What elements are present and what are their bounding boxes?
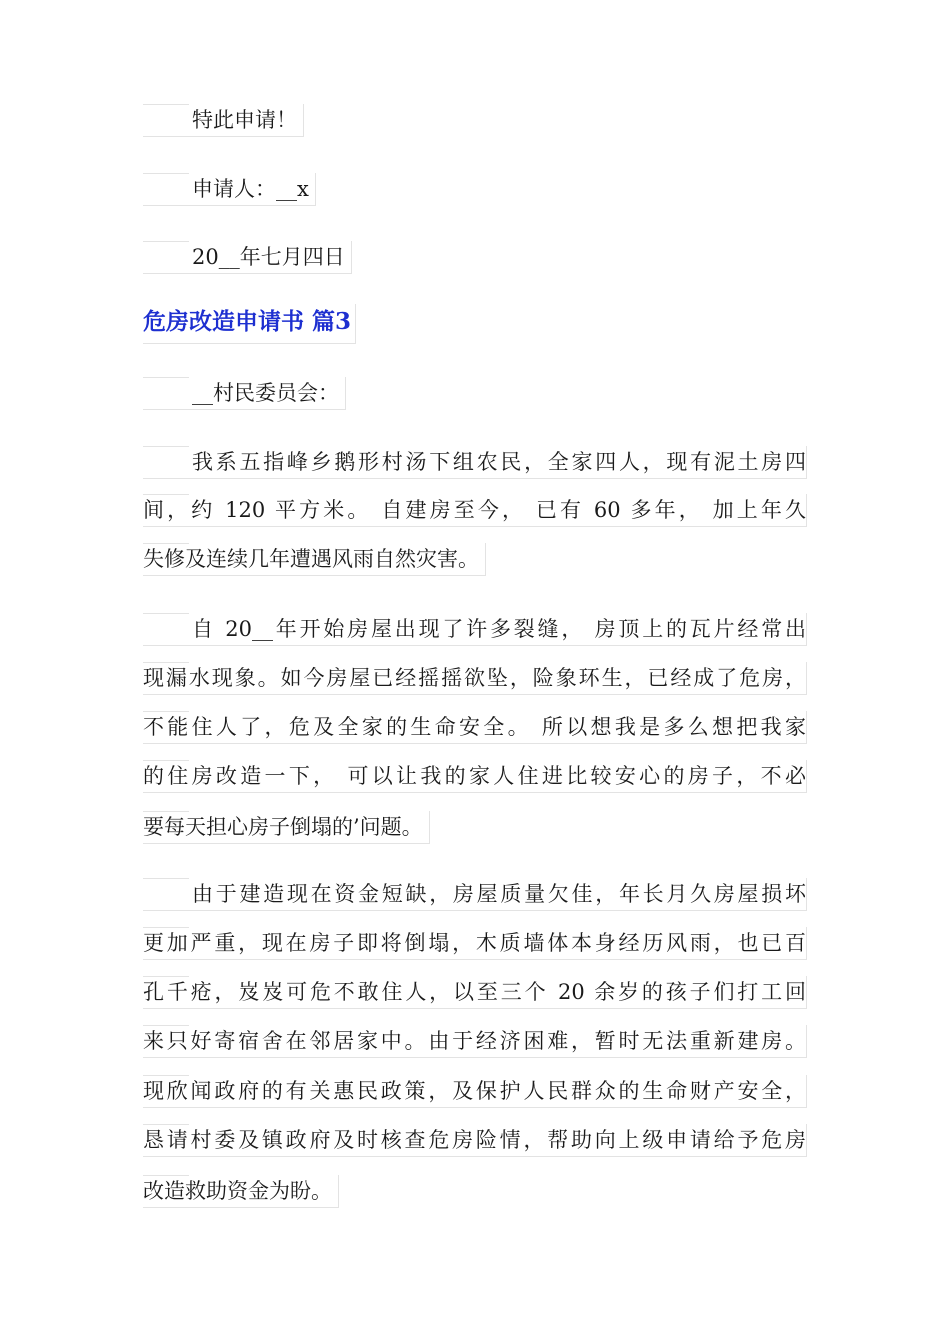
paragraph-3-line-1: 由于建造现在资金短缺，房屋质量欠佳，年长月久房屋损坏 xyxy=(143,878,807,911)
paragraph-1-line-1: 我系五指峰乡鹅形村汤下组农民，全家四人，现有泥土房四 xyxy=(143,446,807,479)
paragraph-2-line-2: 现漏水现象。如今房屋已经摇摇欲坠，险象环生，已经成了危房， xyxy=(143,662,807,695)
paragraph-3-line-3: 孔千疮，岌岌可危不敢住人，以至三个 20 余岁的孩子们打工回 xyxy=(143,976,807,1009)
salutation: __村民委员会： xyxy=(143,377,346,410)
closing-phrase: 特此申请！ xyxy=(143,104,304,137)
paragraph-3-line-5: 现欣闻政府的有关惠民政策，及保护人民群众的生命财产安全， xyxy=(143,1075,807,1108)
paragraph-2-line-5: 要每天担心房子倒塌的’问题。 xyxy=(143,811,430,844)
paragraph-3-line-2: 更加严重，现在房子即将倒塌，木质墙体本身经历风雨，也已百 xyxy=(143,927,807,960)
paragraph-1-line-2: 间，约 120 平方米。 自建房至今， 已有 60 多年， 加上年久 xyxy=(143,494,807,527)
paragraph-2-line-4: 的住房改造一下， 可以让我的家人住进比较安心的房子，不必 xyxy=(143,760,807,793)
paragraph-3-line-6: 恳请村委及镇政府及时核查危房险情，帮助向上级申请给予危房 xyxy=(143,1124,807,1157)
applicant-line: 申请人：__x xyxy=(143,173,316,206)
paragraph-3-line-4: 来只好寄宿舍在邻居家中。由于经济困难，暂时无法重新建房。 xyxy=(143,1025,807,1058)
paragraph-2-line-3: 不能住人了，危及全家的生命安全。 所以想我是多么想把我家 xyxy=(143,711,807,744)
paragraph-1-line-3: 失修及连续几年遭遇风雨自然灾害。 xyxy=(143,543,486,576)
date-line: 20__年七月四日 xyxy=(143,241,352,274)
paragraph-2-line-1: 自 20__年开始房屋出现了许多裂缝， 房顶上的瓦片经常出 xyxy=(143,613,807,646)
section-heading: 危房改造申请书 篇3 xyxy=(143,304,356,344)
paragraph-3-line-7: 改造救助资金为盼。 xyxy=(143,1175,339,1208)
